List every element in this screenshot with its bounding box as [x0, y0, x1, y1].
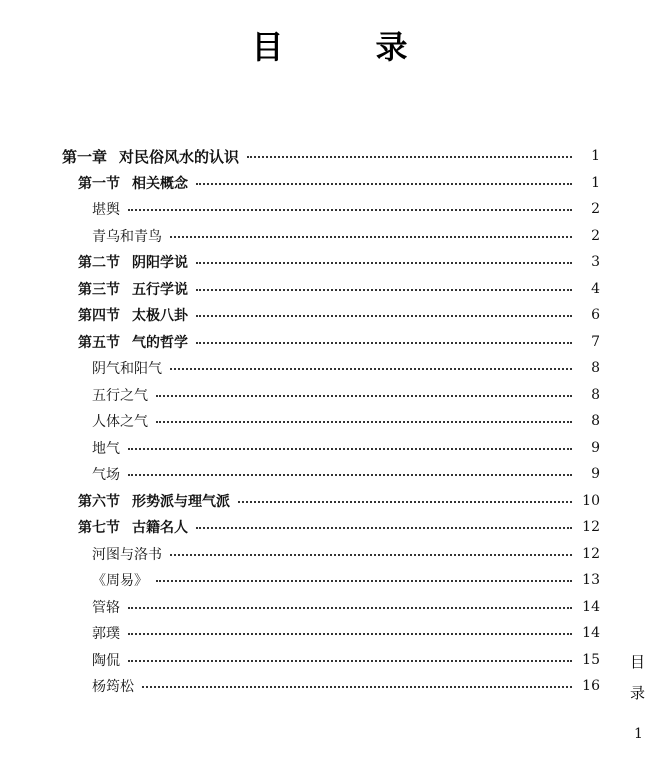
toc-entry-page-number: 10 [582, 492, 600, 509]
toc-entry-text: 管辂 [92, 599, 120, 616]
toc-entry-label [92, 226, 162, 246]
dot-leader [156, 580, 572, 582]
dot-leader [156, 395, 572, 397]
toc-entry-page-number: 1 [591, 174, 600, 191]
toc-entry-label [92, 464, 120, 484]
toc-entry-item[interactable] [92, 223, 600, 249]
page-number: 1 [634, 726, 643, 742]
toc-entry-section[interactable] [78, 249, 600, 275]
toc-entry-page-number: 15 [582, 651, 600, 668]
dot-leader [170, 554, 572, 556]
toc-entry-page-number: 12 [582, 519, 600, 535]
toc-entry-item[interactable] [92, 620, 600, 646]
toc-entry-label [92, 385, 148, 405]
dot-leader [128, 448, 572, 450]
dot-leader [142, 686, 572, 688]
toc-entry-item[interactable] [92, 541, 600, 567]
toc-entry-page-number: 12 [582, 545, 600, 562]
dot-leader [170, 368, 572, 370]
toc-entry-page-number: 16 [582, 678, 600, 694]
toc-entry-section[interactable] [78, 329, 600, 355]
toc-entry-label [78, 517, 188, 537]
toc-entry-page-number: 8 [591, 386, 600, 403]
toc-entry-label [92, 676, 134, 696]
toc-entry-text: 阴气和阳气 [92, 361, 162, 377]
toc-entry-page-number: 9 [591, 466, 600, 482]
toc-entry-item[interactable] [92, 594, 600, 620]
toc-entry-label [92, 438, 120, 458]
toc-entry-text: 古籍名人 [132, 520, 188, 536]
page-title: 目 录 [251, 28, 438, 66]
dot-leader [170, 236, 572, 238]
toc-entry-text: 太极八卦 [132, 308, 188, 324]
toc-entry-text: 河图与洛书 [92, 546, 162, 563]
toc-entry-label [92, 199, 120, 219]
toc-entry-page-number: 3 [591, 254, 600, 270]
dot-leader [196, 262, 572, 264]
toc-entry-text: 《周易》 [92, 573, 148, 589]
toc-entry-number: 第六节 [78, 493, 120, 510]
toc-entry-number: 第一章 [62, 147, 108, 166]
toc-entry-text: 形势派与理气派 [132, 493, 230, 510]
toc-entry-item[interactable] [92, 435, 600, 461]
toc-entry-label [78, 279, 188, 299]
toc-entry-page-number: 9 [591, 439, 600, 456]
dot-leader [196, 527, 572, 529]
dot-leader [128, 209, 572, 211]
dot-leader [196, 315, 572, 317]
toc-entry-section[interactable] [78, 488, 600, 514]
dot-leader [196, 289, 572, 291]
dot-leader [247, 156, 572, 158]
toc-entry-text: 陶侃 [92, 652, 120, 669]
toc-entry-text: 气场 [92, 467, 120, 483]
toc-entry-label [78, 173, 188, 193]
toc-entry-page-number: 7 [591, 333, 600, 350]
toc-entry-item[interactable] [92, 382, 600, 408]
dot-leader [196, 183, 572, 185]
side-running-head-1: 目 [630, 653, 646, 671]
toc-entry-section[interactable] [78, 276, 600, 302]
dot-leader [128, 607, 572, 609]
toc-entry-text: 郭璞 [92, 626, 120, 642]
toc-entry-page-number: 2 [591, 201, 600, 217]
toc-entry-page-number: 2 [591, 227, 600, 244]
toc-entry-text: 阴阳学说 [132, 255, 188, 271]
toc-entry-item[interactable] [92, 408, 600, 434]
toc-entry-text: 气的哲学 [132, 334, 188, 351]
toc-entry-page-number: 6 [591, 307, 600, 323]
toc-entry-number: 第三节 [78, 281, 120, 298]
dot-leader [196, 342, 572, 344]
toc-entry-label [92, 570, 148, 590]
toc-entry-page-number: 8 [591, 413, 600, 429]
toc-entry-label [78, 491, 230, 511]
toc-entry-item[interactable] [92, 355, 600, 381]
toc-entry-label [78, 252, 188, 272]
toc-entry-number: 第五节 [78, 334, 120, 351]
toc-entry-number: 第一节 [78, 175, 120, 192]
dot-leader [156, 421, 572, 423]
dot-leader [128, 633, 572, 635]
toc-entry-page-number: 14 [582, 598, 600, 615]
toc-entry-text: 青乌和青鸟 [92, 228, 162, 245]
toc-entry-section[interactable] [78, 302, 600, 328]
toc-entry-text: 五行之气 [92, 387, 148, 404]
toc-entry-label [62, 146, 239, 167]
toc-entry-text: 堪舆 [92, 202, 120, 218]
toc-entry-text: 相关概念 [132, 175, 188, 192]
toc-entry-text: 对民俗风水的认识 [119, 147, 240, 166]
toc-entry-page-number: 4 [591, 280, 600, 297]
toc-entry-label [92, 544, 162, 564]
toc-entry-label [92, 411, 148, 431]
dot-leader [238, 501, 572, 503]
toc-entry-text: 杨筠松 [92, 679, 134, 695]
toc-entry-label [78, 332, 188, 352]
toc-entry-label [92, 597, 120, 617]
toc-entry-label [78, 305, 188, 325]
toc-entry-chapter[interactable] [62, 143, 600, 169]
toc-entry-item[interactable] [92, 461, 600, 487]
toc-entry-text: 五行学说 [132, 281, 188, 298]
dot-leader [128, 474, 572, 476]
side-running-head-2: 录 [630, 684, 646, 702]
toc-entry-label [92, 623, 120, 643]
toc-entry-page-number: 14 [582, 625, 600, 641]
toc-entry-label [92, 650, 120, 670]
toc-entry-item[interactable] [92, 196, 600, 222]
toc-entry-page-number: 8 [591, 360, 600, 376]
toc-entry-text: 地气 [92, 440, 120, 457]
toc-entry-page-number: 1 [591, 148, 600, 164]
toc-entry-number: 第四节 [78, 308, 120, 324]
dot-leader [128, 660, 572, 662]
toc-entry-section[interactable] [78, 170, 600, 196]
toc-entry-page-number: 13 [582, 572, 600, 588]
toc-entry-item[interactable] [92, 567, 600, 593]
toc-entry-text: 人体之气 [92, 414, 148, 430]
toc-entry-number: 第七节 [78, 520, 120, 536]
toc-entry-item[interactable] [92, 673, 600, 699]
toc-entry-item[interactable] [92, 647, 600, 673]
toc-entry-label [92, 358, 162, 378]
toc-entry-number: 第二节 [78, 255, 120, 271]
toc-entry-section[interactable] [78, 514, 600, 540]
